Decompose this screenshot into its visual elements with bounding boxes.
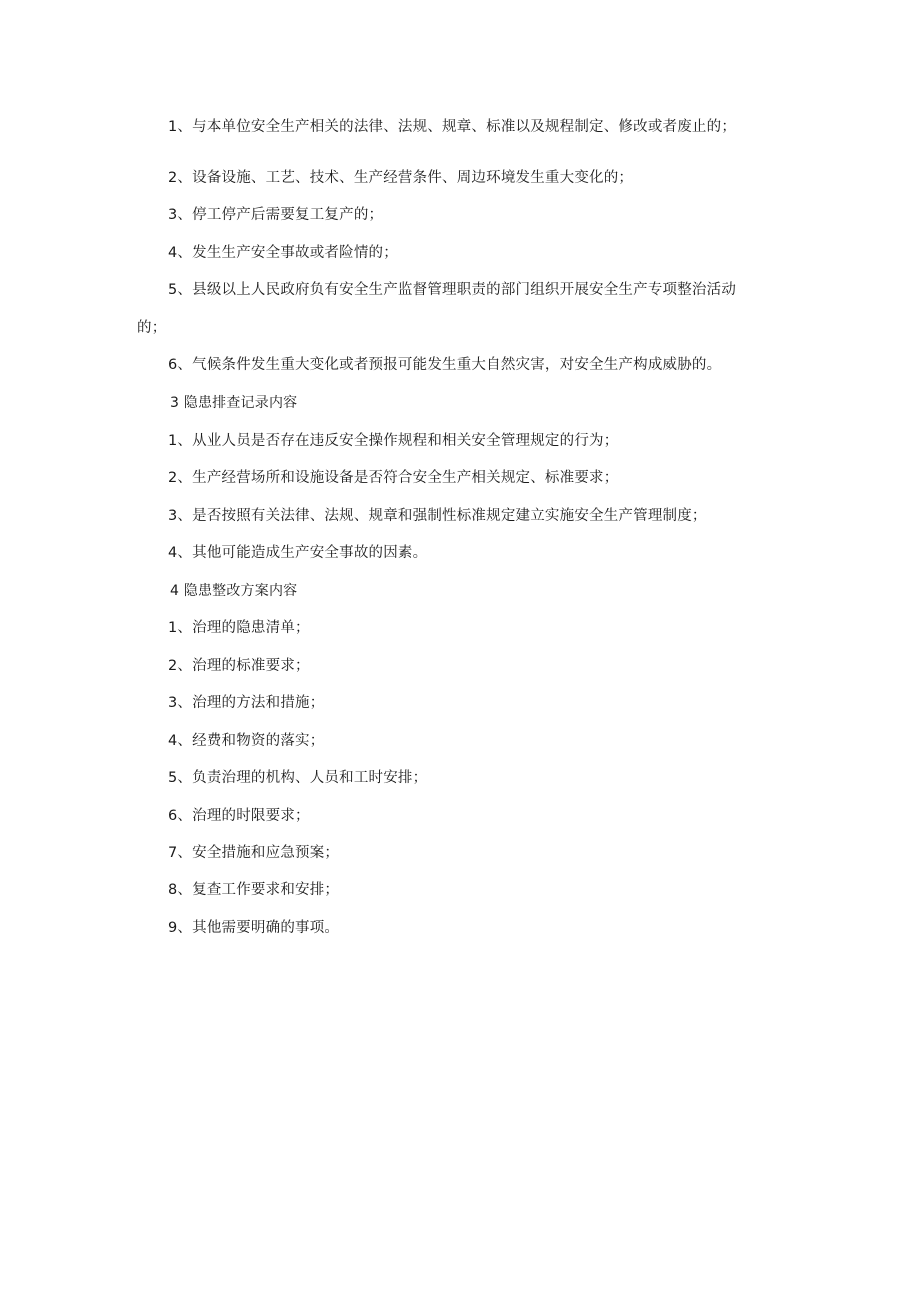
trigger-item-1: 1、与本单位安全生产相关的法律、法规、规章、标准以及规程制定、修改或者废止的； bbox=[168, 119, 737, 135]
trigger-item-3: 3、停工停产后需要复工复产的； bbox=[168, 207, 384, 223]
trigger-item-2: 2、设备设施、工艺、技术、生产经营条件、周边环境发生重大变化的； bbox=[168, 170, 634, 186]
inspection-item-2: 2、生产经营场所和设施设备是否符合安全生产相关规定、标准要求； bbox=[168, 470, 619, 486]
rectification-item-8: 8、复查工作要求和安排； bbox=[168, 882, 340, 898]
rectification-item-7: 7、安全措施和应急预案； bbox=[168, 845, 340, 861]
trigger-item-5-continuation: 的； bbox=[137, 320, 167, 336]
rectification-item-5: 5、负责治理的机构、人员和工时安排； bbox=[168, 770, 428, 786]
rectification-item-4: 4、经费和物资的落实； bbox=[168, 733, 325, 749]
rectification-item-1: 1、治理的隐患清单； bbox=[168, 620, 310, 636]
trigger-item-6: 6、气候条件发生重大变化或者预报可能发生重大自然灾害，对安全生产构成威胁的。 bbox=[168, 357, 722, 373]
inspection-item-3: 3、是否按照有关法律、法规、规章和强制性标准规定建立实施安全生产管理制度； bbox=[168, 508, 707, 524]
trigger-item-5: 5、县级以上人民政府负有安全生产监督管理职责的部门组织开展安全生产专项整治活动 bbox=[168, 282, 737, 298]
inspection-item-4: 4、其他可能造成生产安全事故的因素。 bbox=[168, 545, 428, 561]
rectification-item-9: 9、其他需要明确的事项。 bbox=[168, 920, 340, 936]
rectification-item-6: 6、治理的时限要求； bbox=[168, 808, 310, 824]
inspection-section-heading: 3 隐患排查记录内容 bbox=[170, 395, 298, 411]
rectification-section-heading: 4 隐患整改方案内容 bbox=[170, 583, 298, 599]
inspection-item-1: 1、从业人员是否存在违反安全操作规程和相关安全管理规定的行为； bbox=[168, 433, 619, 449]
rectification-item-3: 3、治理的方法和措施； bbox=[168, 695, 325, 711]
rectification-item-2: 2、治理的标准要求； bbox=[168, 658, 310, 674]
trigger-item-4: 4、发生生产安全事故或者险情的； bbox=[168, 245, 398, 261]
